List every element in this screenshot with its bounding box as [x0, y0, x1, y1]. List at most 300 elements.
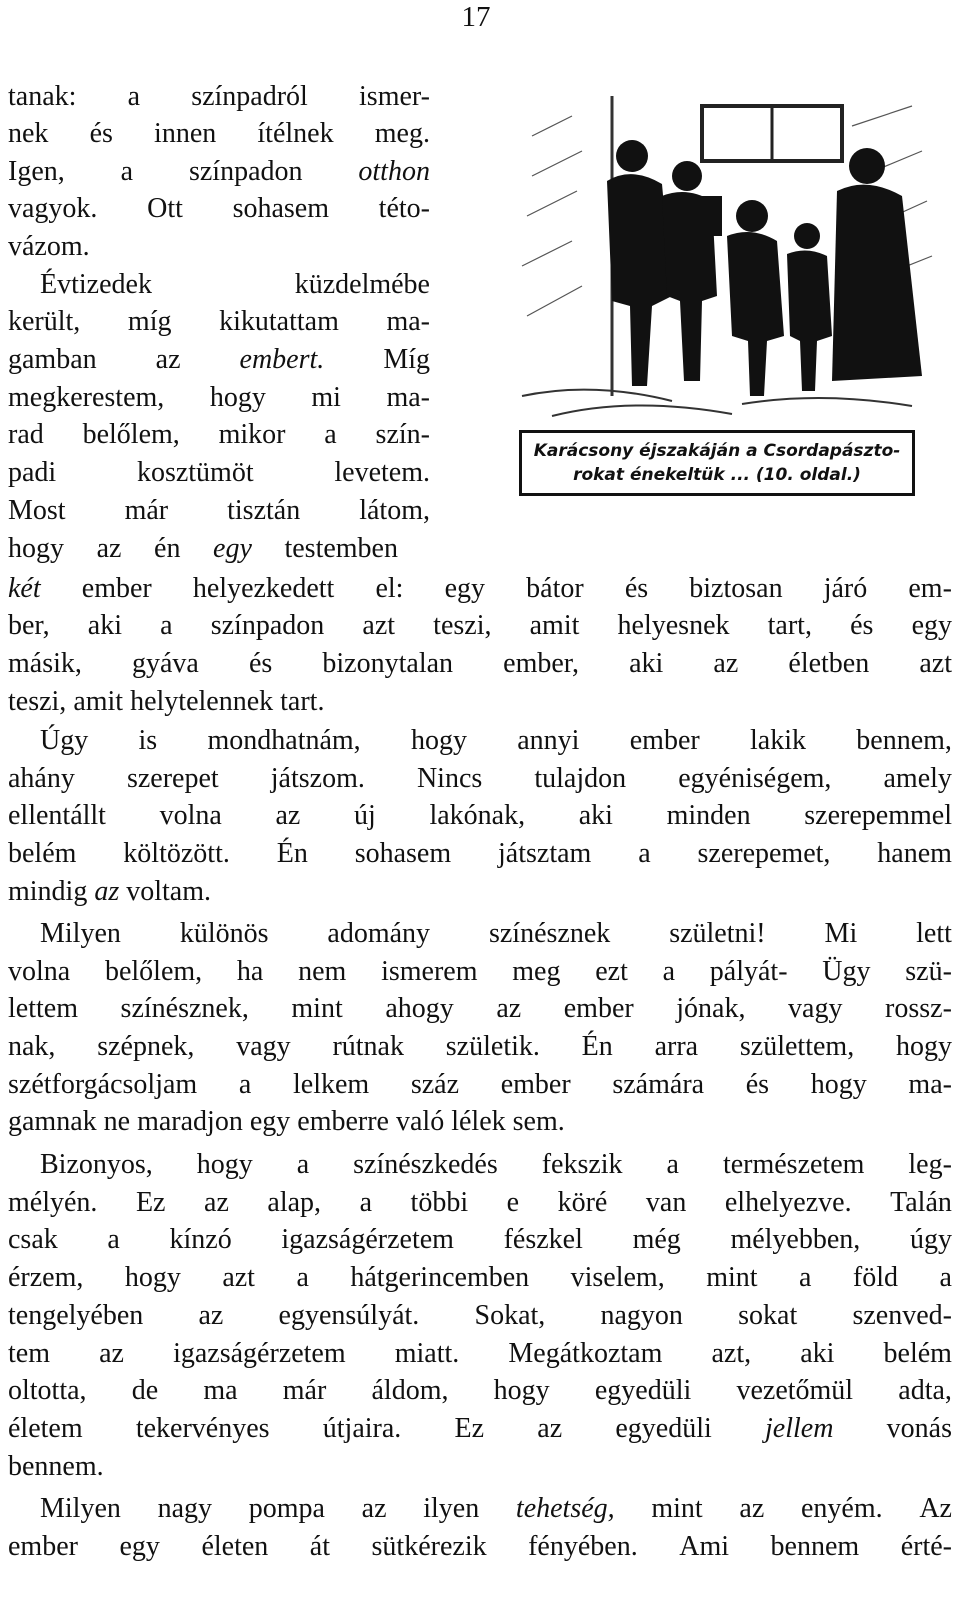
word: lelkem — [292, 1069, 370, 1100]
text-line — [8, 1259, 952, 1297]
word: színésznek, — [120, 993, 249, 1024]
caption-line-2: rokat énekeltük ... (10. oldal.) — [573, 465, 861, 485]
word: azt — [919, 648, 952, 679]
word: pompa — [248, 1493, 325, 1524]
word: ber, — [8, 610, 50, 641]
word: szépnek, — [97, 1031, 195, 1062]
word: teszi, — [433, 610, 492, 641]
word: át — [309, 1531, 331, 1562]
word: a — [120, 156, 134, 187]
text-line — [8, 492, 430, 530]
word: különös — [179, 918, 269, 949]
word: az — [99, 1338, 124, 1369]
word: nak, — [8, 1031, 56, 1062]
word: megkerestem, — [8, 382, 165, 413]
word: el: — [375, 573, 404, 604]
text-line — [8, 645, 952, 683]
word: Bizonyos, — [40, 1149, 153, 1180]
word: az — [155, 344, 181, 375]
word: az — [361, 1493, 387, 1524]
word: aki — [87, 610, 122, 641]
word: a — [324, 419, 337, 450]
word: mindig — [8, 876, 88, 907]
text-line — [40, 266, 430, 304]
word: a — [799, 1262, 812, 1293]
word: voltam. — [126, 876, 212, 907]
word: az — [713, 648, 739, 679]
text-line — [8, 990, 952, 1028]
word: arra — [654, 1031, 699, 1062]
word: lett — [916, 918, 952, 949]
word: a — [638, 838, 651, 869]
word: mondhatnám, — [207, 725, 361, 756]
word: fészkel — [503, 1224, 583, 1255]
text-line — [8, 153, 430, 191]
word: amely — [883, 763, 952, 794]
word: ítélnek — [257, 118, 334, 149]
word: ne — [103, 1106, 131, 1137]
text-line — [40, 722, 952, 760]
word: hátgerincemben — [350, 1262, 530, 1293]
word: lakik — [750, 725, 806, 756]
word: már — [282, 1375, 327, 1406]
word: mi — [311, 382, 341, 413]
text-line — [8, 683, 952, 721]
word: hogy — [895, 1031, 952, 1062]
word: bennem — [770, 1531, 860, 1562]
word: azt — [222, 1262, 255, 1293]
word: azt, — [711, 1338, 752, 1369]
word: meg — [512, 956, 561, 987]
word: útjaira. — [322, 1413, 402, 1444]
word: a — [127, 81, 141, 112]
word: této- — [378, 193, 430, 224]
word: színpadról — [191, 81, 308, 112]
text-line — [8, 1335, 952, 1373]
word: helyezkedett — [192, 573, 335, 604]
text-line — [8, 797, 952, 835]
word: igazságérzetem — [281, 1224, 454, 1255]
word: Nincs — [416, 763, 483, 794]
word: a — [296, 1262, 309, 1293]
word: küzdelmébe — [294, 269, 430, 300]
word: ma- — [386, 306, 430, 337]
word: a — [662, 956, 676, 987]
word: a — [666, 1149, 679, 1180]
word: az — [537, 1413, 563, 1444]
word: lélek — [451, 1106, 506, 1137]
word: másik, — [8, 648, 82, 679]
word: hogy — [196, 1149, 253, 1180]
text-line — [8, 873, 952, 911]
word: rossz- — [885, 993, 952, 1024]
word: játszom. — [270, 763, 365, 794]
word: helytelennek — [130, 686, 274, 717]
text-line — [8, 190, 430, 228]
word: érzem, — [8, 1262, 84, 1293]
word: fényében. — [528, 1531, 638, 1562]
word: költözött. — [123, 838, 230, 869]
word: egy — [911, 610, 952, 641]
word: tisztán — [227, 495, 301, 526]
word: nagyon — [600, 1300, 683, 1331]
word: a — [296, 1149, 310, 1180]
text-line — [8, 1028, 952, 1066]
word: ma- — [386, 382, 430, 413]
word: két — [8, 573, 41, 604]
word: csak — [8, 1224, 58, 1255]
text-line — [8, 570, 952, 608]
word: leg- — [908, 1149, 952, 1180]
word: levetem. — [334, 457, 430, 488]
text-line — [8, 1221, 952, 1259]
word: oltotta, — [8, 1375, 87, 1406]
word: adomány — [327, 918, 431, 949]
text-line — [8, 530, 398, 568]
text-line — [40, 915, 952, 953]
word: életen — [201, 1531, 269, 1562]
word: mint — [651, 1493, 703, 1524]
word: színésznek — [488, 918, 611, 949]
word: ma- — [908, 1069, 952, 1100]
word: a — [939, 1262, 952, 1293]
word: volna — [8, 956, 71, 987]
word: hogy — [209, 382, 266, 413]
word: míg — [127, 306, 172, 337]
word: is — [138, 725, 158, 756]
word: elhelyezve. — [724, 1187, 852, 1218]
word: e — [506, 1187, 520, 1218]
word: ismer- — [359, 81, 430, 112]
word: az — [198, 1300, 224, 1331]
text-line — [8, 1066, 952, 1104]
word: Én — [581, 1031, 613, 1062]
word: Az — [919, 1493, 952, 1524]
word: szétforgácsoljam — [8, 1069, 198, 1100]
word: szenved- — [852, 1300, 952, 1331]
word: amit — [529, 610, 580, 641]
word: való — [395, 1106, 445, 1137]
word: még — [632, 1224, 681, 1255]
word: pályát- — [709, 956, 788, 987]
word: gyáva — [132, 648, 199, 679]
word: enyém. — [800, 1493, 883, 1524]
word: tekervényes — [135, 1413, 270, 1444]
word: színpadon — [210, 610, 325, 641]
text-line — [8, 115, 430, 153]
word: egyéniségem, — [678, 763, 832, 794]
word: azt — [362, 610, 396, 641]
word: tart. — [280, 686, 325, 717]
word: szerepemet, — [697, 838, 831, 869]
word: és — [89, 118, 113, 149]
word: ma — [203, 1375, 238, 1406]
word: viselem, — [570, 1262, 665, 1293]
word: a — [359, 1187, 373, 1218]
text-line — [8, 760, 952, 798]
word: Milyen — [40, 918, 121, 949]
word: alap, — [267, 1187, 322, 1218]
word: belém — [883, 1338, 952, 1369]
word: Mi — [824, 918, 858, 949]
word: az — [94, 876, 120, 907]
word: fekszik — [541, 1149, 623, 1180]
word: hanem — [877, 838, 952, 869]
text-line — [8, 1103, 952, 1141]
word: és — [624, 573, 649, 604]
caption-line-1: Karácsony éjszakáján a Csordapászto- — [533, 441, 901, 461]
word: úgy — [909, 1224, 952, 1255]
word: gamban — [8, 344, 97, 375]
text-line — [8, 228, 430, 266]
word: az — [275, 800, 301, 831]
word: az — [204, 1187, 229, 1218]
word: egy — [249, 1106, 291, 1137]
word: ahány — [8, 763, 75, 794]
text-line — [40, 1146, 952, 1184]
word: Megátkoztam — [508, 1338, 663, 1369]
word: vezetőmül — [736, 1375, 854, 1406]
word: kosztümöt — [136, 457, 254, 488]
word: kínzó — [169, 1224, 232, 1255]
carolers-drawing-icon — [512, 96, 936, 426]
word: Ott — [147, 193, 183, 224]
word: színpadon — [188, 156, 303, 187]
word: egy — [444, 573, 486, 604]
word: egyedüli — [615, 1413, 712, 1444]
word: ember — [500, 1069, 571, 1100]
word: vázom. — [8, 231, 90, 262]
word: nem — [298, 956, 347, 987]
word: születtem, — [739, 1031, 855, 1062]
word: az — [739, 1493, 765, 1524]
word: aki — [800, 1338, 835, 1369]
text-line — [8, 1448, 952, 1486]
word: életben — [788, 648, 870, 679]
word: em- — [908, 573, 952, 604]
text-line — [8, 607, 952, 645]
text-line — [8, 953, 952, 991]
word: volna — [159, 800, 222, 831]
word: vagy — [236, 1031, 291, 1062]
text-line — [8, 835, 952, 873]
word: rútnak — [332, 1031, 404, 1062]
word: Ez — [135, 1187, 166, 1218]
word: aki — [578, 800, 613, 831]
word: ismerem — [381, 956, 478, 987]
word: nagy — [157, 1493, 213, 1524]
word: ember — [629, 725, 700, 756]
word: sohasem — [354, 838, 452, 869]
word: jellem — [765, 1413, 834, 1444]
word: Én — [276, 838, 308, 869]
word: amit — [73, 686, 124, 717]
word: rad — [8, 419, 44, 450]
page-number: 17 — [461, 1, 491, 33]
word: és — [248, 648, 273, 679]
word: aki — [629, 648, 664, 679]
word: egyedüli — [594, 1375, 692, 1406]
word: hogy — [810, 1069, 867, 1100]
word: jónak, — [676, 993, 746, 1024]
word: tengelyében — [8, 1300, 144, 1331]
word: embert. — [239, 344, 325, 375]
word: mélyebben, — [730, 1224, 861, 1255]
word: Talán — [890, 1187, 952, 1218]
word: de — [131, 1375, 159, 1406]
word: egyensúlyát. — [278, 1300, 420, 1331]
word: életem — [8, 1413, 83, 1444]
word: miatt. — [394, 1338, 460, 1369]
word: mikor — [218, 419, 286, 450]
word: ellentállt — [8, 800, 106, 831]
word: a — [160, 610, 173, 641]
word: sem. — [512, 1106, 565, 1137]
word: új — [354, 800, 376, 831]
word: testemben — [284, 533, 398, 564]
word: vagy — [788, 993, 843, 1024]
word: én — [154, 533, 181, 564]
word: játsztam — [498, 838, 592, 869]
word: gamnak — [8, 1106, 97, 1137]
word: járó — [823, 573, 868, 604]
text-line — [8, 1528, 952, 1566]
word: föld — [852, 1262, 899, 1293]
word: sohasem — [232, 193, 329, 224]
word: sütkérezik — [371, 1531, 487, 1562]
word: lettem — [8, 993, 78, 1024]
word: otthon — [358, 156, 430, 187]
word: innen — [154, 118, 217, 149]
word: vonás — [886, 1413, 952, 1444]
word: többi — [410, 1187, 469, 1218]
word: Most — [8, 495, 66, 526]
word: ha — [236, 956, 264, 987]
word: hogy — [493, 1375, 550, 1406]
word: igazságérzetem — [173, 1338, 346, 1369]
illustration-caption — [519, 430, 915, 496]
word: az — [96, 533, 122, 564]
word: a — [107, 1224, 120, 1255]
word: egy — [213, 533, 252, 564]
word: ezt — [595, 956, 628, 987]
word: lakónak, — [429, 800, 526, 831]
text-line — [8, 303, 430, 341]
text-line — [8, 379, 430, 417]
word: maradjon — [137, 1106, 243, 1137]
text-line — [8, 341, 430, 379]
word: a — [238, 1069, 252, 1100]
word: szerepet — [126, 763, 219, 794]
text-line — [8, 416, 430, 454]
word: minden — [666, 800, 751, 831]
word: mint — [706, 1262, 758, 1293]
text-line — [8, 1184, 952, 1222]
word: tart, — [767, 610, 812, 641]
word: számára — [612, 1069, 705, 1100]
word: tulajdon — [534, 763, 627, 794]
word: ember — [563, 993, 634, 1024]
word: Évtizedek — [40, 269, 152, 300]
word: nek — [8, 118, 49, 149]
word: emberre — [297, 1106, 389, 1137]
word: Igen, — [8, 156, 65, 187]
word: ember, — [503, 648, 579, 679]
word: mélyén. — [8, 1187, 98, 1218]
word: adta, — [898, 1375, 952, 1406]
word: szín- — [375, 419, 430, 450]
word: Míg — [383, 344, 430, 375]
word: ember — [8, 1531, 78, 1562]
word: hogy — [410, 725, 467, 756]
word: helyesnek — [617, 610, 730, 641]
word: Milyen — [40, 1493, 121, 1524]
word: érté- — [900, 1531, 952, 1562]
word: bennem, — [856, 725, 952, 756]
word: annyi — [517, 725, 580, 756]
word: hogy — [8, 533, 64, 564]
word: az — [496, 993, 522, 1024]
word: kikutattam — [219, 306, 339, 337]
word: látom, — [359, 495, 430, 526]
word: már — [124, 495, 169, 526]
text-line — [8, 1372, 952, 1410]
word: padi — [8, 457, 57, 488]
word: teszi, — [8, 686, 67, 717]
word: belőlem, — [82, 419, 180, 450]
text-line — [8, 78, 430, 116]
word: sokat — [738, 1300, 798, 1331]
word: ilyen — [423, 1493, 480, 1524]
word: köré — [557, 1187, 608, 1218]
word: tanak: — [8, 81, 77, 112]
word: egy — [119, 1531, 160, 1562]
word: ember — [81, 573, 152, 604]
word: Sokat, — [474, 1300, 546, 1331]
word: és — [745, 1069, 770, 1100]
text-line — [8, 1410, 952, 1448]
word: bennem. — [8, 1451, 104, 1482]
word: bátor — [526, 573, 584, 604]
word: meg. — [374, 118, 430, 149]
word: vagyok. — [8, 193, 98, 224]
word: Ügy — [822, 956, 871, 987]
word: Ami — [679, 1531, 730, 1562]
word: Úgy — [40, 725, 89, 756]
word: ahogy — [385, 993, 454, 1024]
word: Ez — [454, 1413, 485, 1444]
text-line — [40, 1490, 952, 1528]
word: mint — [291, 993, 343, 1024]
word: születni! — [669, 918, 766, 949]
word: természetem — [722, 1149, 865, 1180]
word: biztosan — [689, 573, 783, 604]
word: és — [850, 610, 874, 641]
word: belém — [8, 838, 77, 869]
word: tehetség, — [515, 1493, 615, 1524]
word: bizonytalan — [322, 648, 454, 679]
word: belőlem, — [104, 956, 203, 987]
word: tem — [8, 1338, 50, 1369]
word: szü- — [905, 956, 952, 987]
word: színészkedés — [353, 1149, 498, 1180]
word: szerepemmel — [804, 800, 952, 831]
text-line — [8, 1297, 952, 1335]
word: áldom, — [371, 1375, 449, 1406]
word: születik. — [445, 1031, 540, 1062]
text-line — [8, 454, 430, 492]
word: van — [645, 1187, 687, 1218]
